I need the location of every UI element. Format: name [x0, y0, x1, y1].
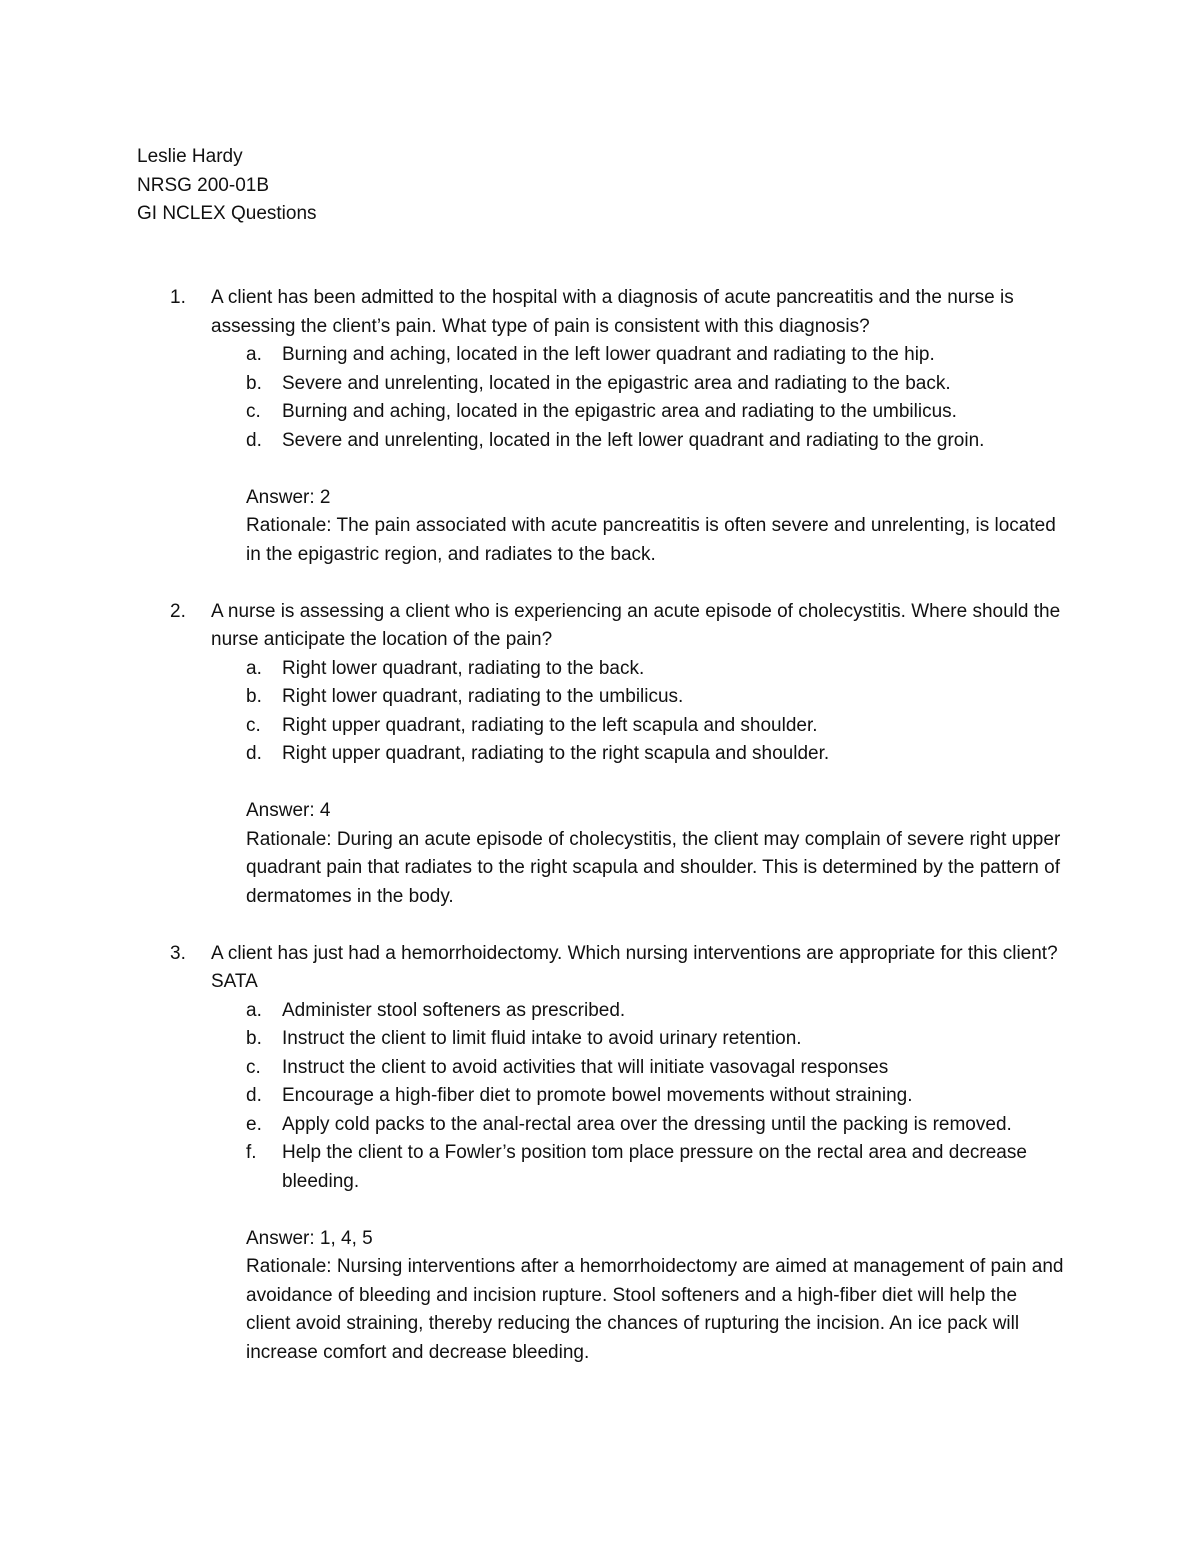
option-letter: a.	[246, 344, 262, 365]
rationale: Rationale: The pain associated with acute pancreatitis is often severe and unrelenting, is located in the epigastric region, and radiates to the back.	[246, 515, 1056, 565]
option-letter: b.	[246, 686, 262, 707]
option-letter: f.	[246, 1142, 257, 1163]
answer: Answer: 1, 4, 5	[246, 1227, 373, 1249]
option-text: Encourage a high-fiber diet to promote bowel movements without straining.	[282, 1085, 913, 1106]
option-text: Administer stool softeners as prescribed.	[282, 999, 626, 1021]
option-text: Right lower quadrant, radiating to the umbilicus.	[282, 686, 684, 707]
option-c	[0, 398, 1200, 427]
option-a	[0, 655, 1200, 684]
option-b	[0, 683, 1200, 712]
option-d	[0, 740, 1200, 769]
answer-block	[246, 797, 1066, 911]
rationale: Rationale: Nursing interventions after a hemorrhoidectomy are aimed at management of pain and avoidance of bleeding and incision rupture. Stool softeners and a high-fiber diet will help the client avoid straining, thereby reducing the chances of rupturing the incision. An ice pack will increase comfort and decrease bleeding.	[246, 1256, 1064, 1363]
option-a	[0, 341, 1200, 370]
document-title: GI NCLEX Questions	[137, 203, 317, 224]
rationale: Rationale: During an acute episode of cholecystitis, the client may complain of severe right upper quadrant pain that radiates to the right scapula and shoulder. This is determined by the pattern of dermatomes in the body.	[246, 828, 1061, 907]
option-letter: d.	[246, 743, 262, 764]
option-text: Burning and aching, located in the left lower quadrant and radiating to the hip.	[282, 344, 935, 365]
question-text: A client has just had a hemorrhoidectomy. Which nursing interventions are appropriate for this client? SATA	[211, 942, 1058, 992]
option-text: Instruct the client to avoid activities that will initiate vasovagal responses	[282, 1056, 889, 1078]
option-letter: d.	[246, 1085, 262, 1106]
question-text: A nurse is assessing a client who is experiencing an acute episode of cholecystitis. Where should the nurse anticipate the location of the pain?	[211, 600, 1061, 650]
option-text: Right lower quadrant, radiating to the back.	[282, 657, 645, 679]
option-list	[0, 341, 1200, 455]
option-text: Burning and aching, located in the epigastric area and radiating to the umbilicus.	[282, 401, 957, 422]
course-code: NRSG 200-01B	[137, 174, 270, 196]
option-list	[0, 997, 1200, 1197]
option-d	[0, 1082, 1200, 1111]
option-letter: b.	[246, 372, 262, 394]
question-2	[0, 598, 1200, 912]
question-3	[0, 940, 1200, 1368]
option-letter: a.	[246, 999, 262, 1021]
option-e	[0, 1111, 1200, 1140]
option-letter: d.	[246, 429, 262, 451]
option-list	[0, 655, 1200, 769]
question-number: 3.	[170, 942, 186, 964]
option-text: Right upper quadrant, radiating to the right scapula and shoulder.	[282, 743, 830, 764]
question-number: 2.	[170, 600, 186, 622]
answer: Answer: 4	[246, 800, 331, 821]
student-name: Leslie Hardy	[137, 146, 243, 167]
option-c	[0, 712, 1200, 741]
option-text: Right upper quadrant, radiating to the left scapula and shoulder.	[282, 714, 818, 736]
answer-block	[246, 484, 1066, 570]
option-d	[0, 427, 1200, 456]
option-c	[0, 1054, 1200, 1083]
option-letter: c.	[246, 714, 261, 736]
question-list	[0, 284, 1200, 1367]
option-letter: c.	[246, 1056, 261, 1078]
option-f	[0, 1139, 1200, 1196]
option-text: Help the client to a Fowler’s position tom place pressure on the rectal area and decrease bleeding.	[282, 1142, 1027, 1192]
option-text: Instruct the client to limit fluid intake to avoid urinary retention.	[282, 1028, 802, 1049]
option-letter: e.	[246, 1113, 262, 1135]
option-letter: a.	[246, 657, 262, 679]
answer-block	[246, 1225, 1066, 1368]
option-letter: b.	[246, 1028, 262, 1049]
option-a	[0, 997, 1200, 1026]
spacer	[0, 911, 1200, 940]
question-number: 1.	[170, 287, 186, 308]
option-b	[0, 370, 1200, 399]
option-text: Severe and unrelenting, located in the left lower quadrant and radiating to the groin.	[282, 429, 985, 451]
spacer	[0, 569, 1200, 598]
option-b	[0, 1025, 1200, 1054]
option-letter: c.	[246, 401, 261, 422]
answer: Answer: 2	[246, 486, 331, 508]
question-1	[0, 284, 1200, 569]
question-text: A client has been admitted to the hospital with a diagnosis of acute pancreatitis and the nurse is assessing the client’s pain. What type of pain is consistent with this diagnosis?	[211, 287, 1014, 337]
option-text: Severe and unrelenting, located in the epigastric area and radiating to the back.	[282, 372, 951, 394]
option-text: Apply cold packs to the anal-rectal area over the dressing until the packing is removed.	[282, 1113, 1012, 1135]
document-header	[137, 143, 317, 229]
